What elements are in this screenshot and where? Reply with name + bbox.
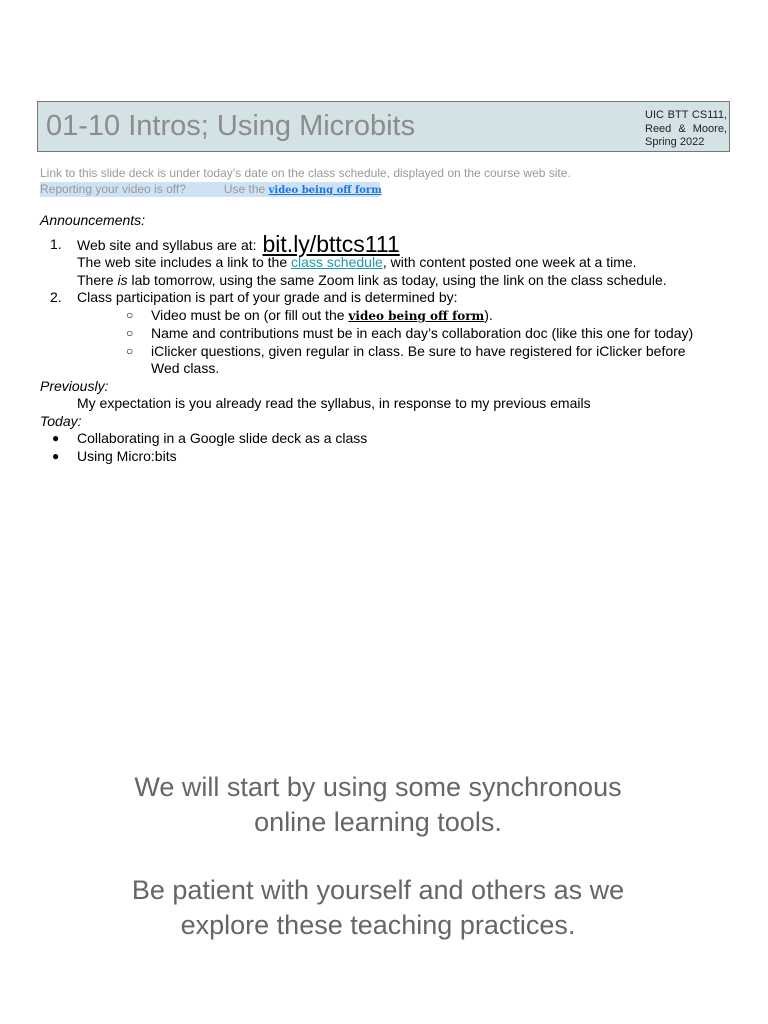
- video-off-form-link[interactable]: video being off form: [348, 308, 485, 323]
- closing-message: [0, 770, 756, 943]
- video-off-prompt: Reporting your video is off?: [40, 182, 186, 196]
- list-number: 2.: [50, 289, 62, 305]
- today-item: [40, 430, 740, 448]
- announcement-item-1: [40, 230, 740, 257]
- today-item: [40, 448, 740, 466]
- participation-sub-item: [40, 307, 740, 326]
- main-content: [40, 212, 740, 465]
- sub-item-text: Name and contributions must be in each day’s collaboration doc (like this one for today): [151, 325, 694, 341]
- announcement-item-2: [40, 289, 740, 307]
- emphasis-text: is: [117, 271, 128, 288]
- page-title: 01-10 Intros; Using Microbits: [46, 110, 416, 142]
- announcements-label: Announcements:: [40, 212, 146, 228]
- syllabus-link[interactable]: bit.ly/bttcs111: [262, 230, 400, 257]
- course-info-line: Reed & Moore,: [645, 122, 727, 135]
- announcement-item-1-line-3: [40, 272, 740, 290]
- slide-deck-note: Link to this slide deck is under today’s date on the class schedule, displayed on the course web site.: [40, 166, 571, 180]
- video-off-form-link[interactable]: video being off form: [268, 185, 382, 196]
- sub-item-text: iClicker questions, given regular in class. Be sure to have registered for iClicker before: [151, 342, 686, 359]
- hollow-bullet-icon: ○: [126, 307, 134, 322]
- announcement-text: lab tomorrow, using the same Zoom link as today, using the link on the class schedule.: [127, 271, 667, 288]
- closing-line: We will start by using some synchronous: [134, 772, 622, 802]
- class-schedule-link[interactable]: class schedule: [291, 254, 383, 270]
- bullet-icon: ●: [52, 448, 60, 463]
- announcement-text: Class participation is part of your grade and is determined by:: [77, 289, 458, 305]
- closing-line: online learning tools.: [254, 807, 502, 837]
- announcement-text: , with content posted one week at a time.: [382, 254, 637, 270]
- closing-line: Be patient with yourself and others as we: [131, 875, 625, 905]
- video-off-use: Use the: [223, 182, 269, 196]
- hollow-bullet-icon: ○: [126, 326, 134, 340]
- today-item-text: Collaborating in a Google slide deck as a class: [77, 430, 368, 446]
- announcement-item-1-line-2: [40, 254, 740, 272]
- announcement-text: The web site includes a link to the: [77, 254, 292, 270]
- previously-label: Previously:: [40, 377, 109, 394]
- closing-line: explore these teaching practices.: [180, 910, 576, 940]
- hollow-bullet-icon: ○: [126, 343, 134, 358]
- course-info-line: Spring 2022: [645, 136, 705, 148]
- list-number: 1.: [50, 235, 62, 252]
- bullet-icon: ●: [52, 431, 60, 445]
- participation-sub-item-continued: Wed class.: [151, 360, 220, 376]
- today-label: Today:: [40, 412, 82, 429]
- participation-sub-item: [40, 325, 740, 343]
- previously-text: My expectation is you already read the syllabus, in response to my previous emails: [77, 395, 591, 411]
- course-info-line: UIC BTT CS111,: [645, 109, 727, 121]
- today-item-text: Using Micro:bits: [77, 447, 177, 464]
- announcement-text: There: [77, 271, 118, 288]
- sub-item-text: Video must be on (or fill out the: [151, 306, 349, 323]
- title-banner: [37, 101, 730, 152]
- participation-sub-item: [40, 343, 740, 361]
- course-info: [645, 109, 727, 150]
- sub-item-text: ).: [484, 306, 493, 323]
- announcement-text: Web site and syllabus are at:: [77, 236, 257, 253]
- video-off-note: [40, 182, 380, 197]
